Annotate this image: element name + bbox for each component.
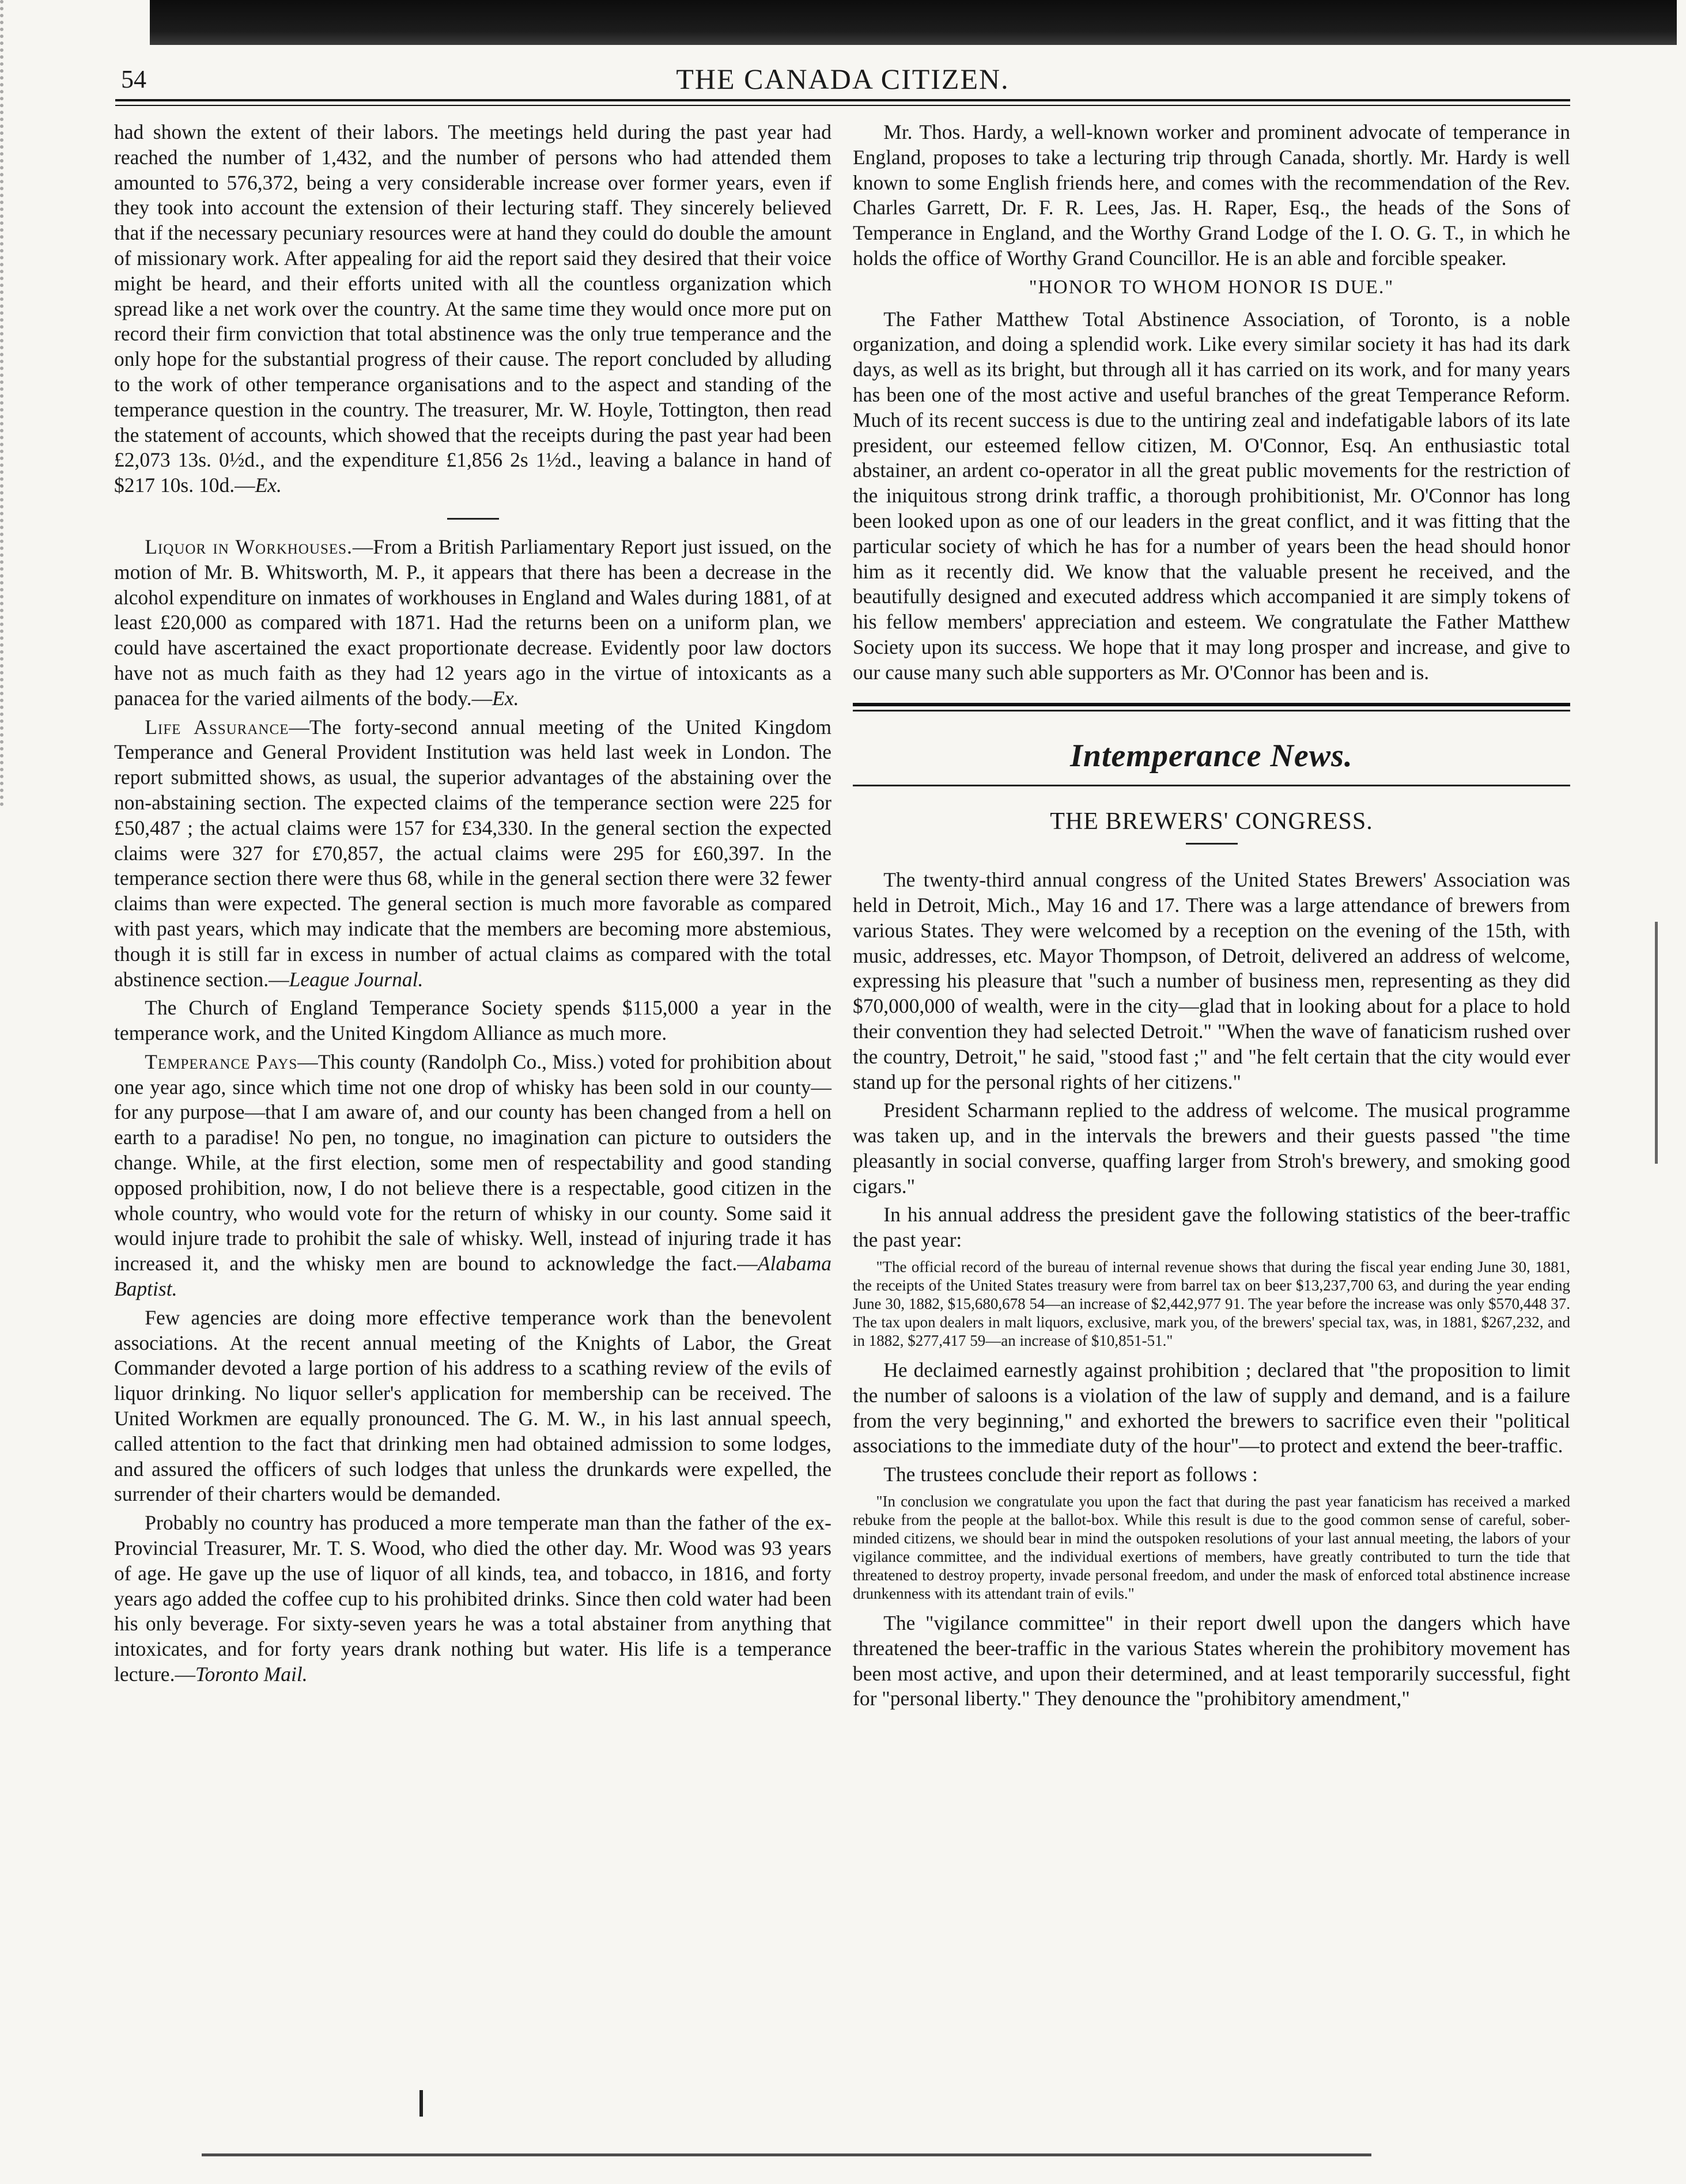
quoted-statistics: "The official record of the bureau of internal revenue shows that during the fiscal year ending June 30, 1881, the receipts of the United States treasury were from barrel tax on beer $13,237,700 63, and during the year ending June 30, 1882, $15,680,678 54—an increase of $2,442,977 91. The year before the increase was only $570,448 37. The tax upon dealers in malt liquors, exclusive, mark you, of the brewers' special tax, was, in 1881, $267,232, and in 1882, $277,417 59—an increase of $10,851-51."	[853, 1258, 1570, 1350]
article-paragraph: In his annual address the president gave the following statistics of the beer-traffic the past year:	[853, 1203, 1570, 1252]
article-paragraph: The Father Matthew Total Abstinence Association, of Toronto, is a noble organization, and doing a splendid work. Like every similar society it has had its dark days, as well as its bright, but through all it has carried on its work, and for many years has been one of the most active and useful branches of the great Temperance Reform. Much of its recent success is due to the untiring zeal and indefatigable labors of its late president, our esteemed fellow citizen, M. O'Connor, Esq. An enthusiastic total abstainer, an ardent co-operator in all the great public movements for the restriction of the iniquitous strong drink traffic, a thorough prohibitionist, Mr. O'Connor has long been looked upon as one of our leaders in the great conflict, and it was fitting that the particular society of which he has for a number of years been the head should honor him as it recently did. We know that the valuable present he received, and the beautifully designed and executed address which accompanied it are simply tokens of his fellow members' appreciation and esteem. We congratulate the Father Matthew Society upon its success. We hope that it may long prosper and increase, and give to our cause many such able supporters as Mr. O'Connor has been and is.	[853, 307, 1570, 684]
article-paragraph: Probably no country has produced a more temperate man than the father of the ex-Provincial Treasurer, Mr. T. S. Wood, who died the other day. Mr. Wood was 93 years of age. He gave up the use of liquor of all kinds, tea, and tobacco, in 1816, and forty years ago added the coffee cup to his prohibited drinks. Since then cold water had been his only beverage. For sixty-seven years he was a total abstainer from anything that intoxicates, and for forty years drank nothing but water. His life is a temperance lecture.—Toronto Mail.	[114, 1511, 831, 1686]
article-paragraph: The trustees conclude their report as follows :	[883, 1463, 1258, 1486]
source-attribution: Alabama Baptist.	[114, 1252, 831, 1301]
title-divider	[1186, 843, 1238, 845]
section-title: Intemperance News.	[1070, 737, 1353, 774]
article-paragraph: The "vigilance committee" in their report dwell upon the dangers which have threatened the beer-traffic in the various States wherein the prohibitory movement has been most active, and upon their determined, and at least temporarily successful, fight for "personal liberty." They denounce the "prohibitory amendment,"	[853, 1611, 1570, 1710]
right-column	[853, 120, 1570, 1715]
section-divider	[447, 518, 499, 520]
article-paragraph: Temperance Pays—This county (Randolph Co., Miss.) voted for prohibition about one year ago, since which time not one drop of whisky has been sold in our county—for any purpose—that I am aware of, and our county has been changed from a hell on earth to a paradise! No pen, no tongue, no imagination can picture to outsiders the change. While, at the first election, some men of respectability and good standing opposed prohibition, now, I do not believe there is a respectable, good citizen in the whole country, who would vote for the return of whisky in our county. Some said it would injure trade to prohibit the sale of whisky. Well, instead of injuring trade it has increased it, and the whisky men are bound to acknowledge the fact.—Alabama Baptist.	[114, 1050, 831, 1301]
article-paragraph: Mr. Thos. Hardy, a well-known worker and prominent advocate of temperance in England, proposes to take a lecturing trip through Canada, shortly. Mr. Hardy is well known to some English friends here, and comes with the recommendation of the Rev. Charles Garrett, Dr. F. R. Lees, Jas. H. Raper, Esq., the heads of the Sons of Temperance in England, and the Worthy Grand Lodge of the I. O. G. T., in which he holds the office of Worthy Grand Councillor. He is an able and forcible speaker.	[853, 120, 1570, 270]
article-paragraph: had shown the extent of their labors. The meetings held during the past year had reached the number of 1,432, and the number of persons who had attended them amounted to 576,372, being a very considerable increase over former years, even if they took into account the extension of their lecturing staff. They sincerely believed that if the necessary pecuniary resources were at hand they could do double the amount of missionary work. After appealing for aid the report said they desired that their voice might be heard, and their efforts united with all the countless organization which spread like a net work over the country. At the same time they would once more put on record their firm conviction that total abstinence was the only true temperance and the only hope for the substantial progress of their cause. The report concluded by alluding to the work of other temperance organisations and to the aspect and standing of the temperance question in the country. The treasurer, Mr. W. Hoyle, Tottington, then read the statement of accounts, which showed that the receipts during the past year had been £2,073 13s. 0½d., and the expenditure £1,856 2s 1½d., leaving a balance in hand of $217 10s. 10d.—Ex.	[114, 120, 831, 497]
article-paragraph: Life Assurance—The forty-second annual meeting of the United Kingdom Temperance and General Provident Institution was held last week in London. The report submitted shows, as usual, the superior advantages of the abstaining over the non-abstaining section. The expected claims of the temperance section were 225 for £50,487 ; the actual claims were 157 for £34,330. In the general section the expected claims were 327 for £70,857, the actual claims were 295 for £60,397. In the temperance section there were thus 68, while in the general section there were 32 fewer claims than were expected. The general section is much more favorable as compared with past years, which may indicate that the members are becoming more abstemious, though it is still far in excess in number of actual claims as compared with the total abstinence section.—League Journal.	[114, 715, 831, 991]
article-title: THE BREWERS' CONGRESS.	[1050, 808, 1373, 835]
source-attribution: Ex.	[255, 474, 282, 497]
quoted-report: "In conclusion we congratulate you upon the fact that during the past year fanaticism has received a marked rebuke from the people at the ballot-box. While this result is due to the good common sense of careful, sober-minded citizens, we should bear in mind the outspoken resolutions of your last annual meeting, the labors of your vigilance committee, and the individual exertions of members, have greatly contributed to turn the tide that threatened to destroy property, invade personal freedom, and under the mask of enforced total abstinence increase drunkenness with its attendant train of evils."	[853, 1493, 1570, 1603]
article-paragraph: The twenty-third annual congress of the United States Brewers' Association was held in Detroit, Mich., May 16 and 17. There was a large attendance of brewers from various States. They were welcomed by a reception on the evening of the 15th, with music, addresses, etc. Mayor Thompson, of Detroit, delivered an address of welcome, expressing his pleasure that "such a number of business men, representing as they did $70,000,000 of wealth, were in the city—glad that in looking about for a place to hold their convention they had selected Detroit." "When the wave of fanaticism rushed over the country, Detroit," he said, "stood fast ;" and "he felt certain that the city would ever stand up for the personal rights of her citizens."	[853, 868, 1570, 1093]
article-paragraph: President Scharmann replied to the address of welcome. The musical programme was taken up, and in the intervals the brewers and their guests passed "the time pleasantly in social converse, quaffing larger from Stroh's brewery, and smoking good cigars."	[853, 1099, 1570, 1198]
paragraph-lead: Liquor in Workhouses.	[145, 535, 353, 558]
article-paragraph: Liquor in Workhouses.—From a British Parliamentary Report just issued, on the motion of Mr. B. Whitsworth, M. P., it appears that there has been a decrease in the alcohol expenditure on inmates of workhouses in England and Wales during 1881, of at least £20,000 as compared with 1871. Had the returns been on a uniform plan, we could have ascertained the exact proportionate decrease. Evidently poor law doctors have not as much faith as they had 12 years ago in the virtue of intoxicants as a panacea for the varied ailments of the body.—Ex.	[114, 535, 831, 710]
subheading-honor: "HONOR TO WHOM HONOR IS DUE."	[1029, 276, 1394, 298]
source-attribution: Toronto Mail.	[195, 1663, 308, 1686]
header-rule	[115, 99, 1570, 106]
scan-top-bar	[150, 0, 1677, 45]
source-attribution: League Journal.	[289, 967, 424, 991]
scan-right-edge-marks	[1648, 922, 1658, 1164]
scan-mark	[419, 2090, 423, 2117]
left-column	[114, 120, 831, 1691]
section-rule	[853, 785, 1570, 786]
paragraph-lead: Life Assurance	[145, 715, 289, 739]
scan-left-edge-marks	[0, 0, 31, 807]
newspaper-title: THE CANADA CITIZEN.	[676, 63, 1010, 95]
section-double-rule	[853, 703, 1570, 711]
article-paragraph: He declaimed earnestly against prohibition ; declared that "the proposition to limit the number of saloons is a violation of the law of supply and demand, and is a failure from the very beginning," and exhorted the brewers to sacrifice even their "political associations to the immediate duty of the hour"—to protect and extend the beer-traffic.	[853, 1358, 1570, 1458]
scan-bottom-rule	[202, 2153, 1371, 2162]
article-paragraph: The Church of England Temperance Society spends $115,000 a year in the temperance work, and the United Kingdom Alliance as much more.	[114, 996, 831, 1045]
source-attribution: Ex.	[492, 686, 519, 710]
page-number: 54	[121, 65, 146, 93]
paragraph-lead: Temperance Pays	[145, 1050, 298, 1073]
article-paragraph: Few agencies are doing more effective temperance work than the benevolent associations. At the recent annual meeting of the Knights of Labor, the Great Commander devoted a large portion of his address to a scathing review of the evils of liquor drinking. No liquor seller's application for membership can be received. The United Workmen are equally pronounced. The G. M. W., in his last annual speech, called attention to the fact that drinking men had obtained admission to some lodges, and assured the officers of such lodges that unless the drunkards were expelled, the surrender of their charters would be demanded.	[114, 1305, 831, 1506]
